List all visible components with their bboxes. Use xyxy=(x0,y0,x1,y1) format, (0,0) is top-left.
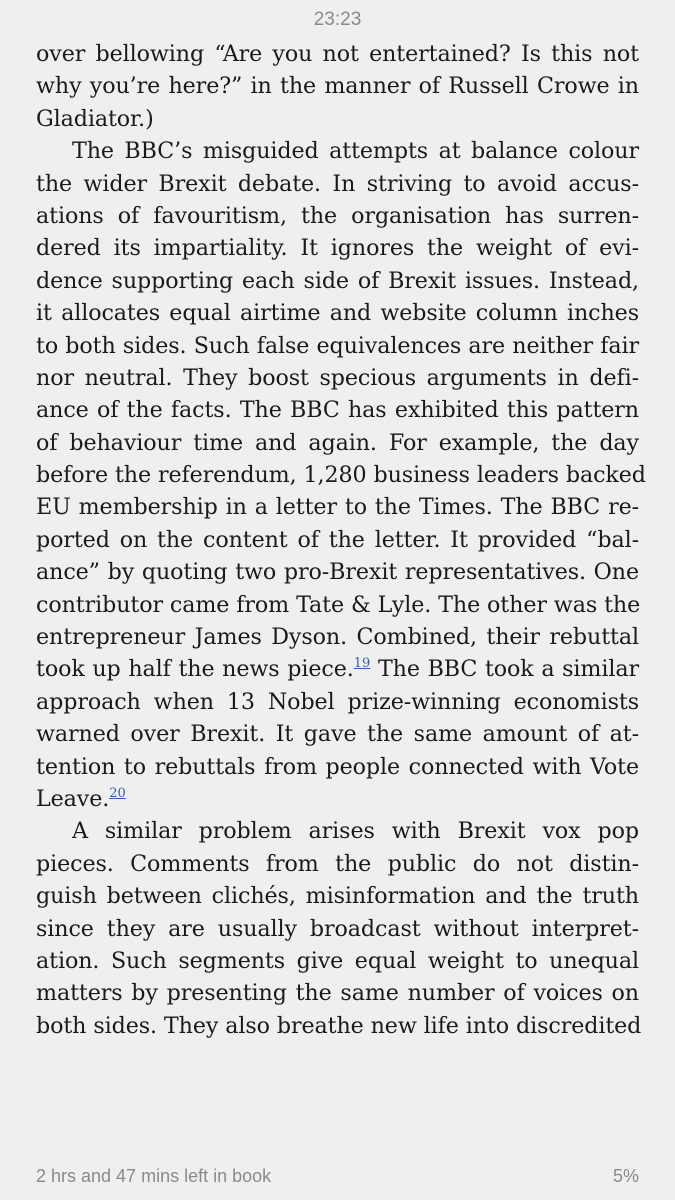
text-line: approach when 13 Nobel prize-winning economists xyxy=(36,688,639,715)
paragraph-start-line: The BBC’s misguided attempts at balance colour xyxy=(72,138,639,165)
footnote-link-20[interactable]: 20 xyxy=(109,785,126,801)
text-line: dence supporting each side of Brexit issues. Instead, xyxy=(36,267,639,294)
text-line: over bellowing “Are you not entertained? Is this not xyxy=(36,41,639,67)
text-line: before the referendum, 1,280 business leaders backed xyxy=(36,462,646,489)
text-line: contributor came from Tate & Lyle. The other was the xyxy=(36,591,641,618)
text-line: the wider Brexit debate. In striving to avoid accus- xyxy=(36,170,639,197)
text-line: to both sides. Such false equivalences are neither fair xyxy=(36,332,639,359)
text-line: why you’re here?” in the manner of Russell Crowe in xyxy=(36,73,639,100)
text-line: entrepreneur James Dyson. Combined, their rebuttal xyxy=(36,624,639,651)
text-line: EU membership in a letter to the Times. The BBC re- xyxy=(36,494,639,521)
text-line: it allocates equal airtime and website column inches xyxy=(36,300,639,327)
line-text: The BBC took a similar xyxy=(377,656,639,683)
line-text: took up half the news piece. xyxy=(36,656,354,683)
text-line: ation. Such segments give equal weight to unequal xyxy=(36,947,639,974)
text-line-with-footnote xyxy=(36,653,639,685)
text-line: ance” by quoting two pro-Brexit representatives. One xyxy=(36,559,639,586)
text-line: ance of the facts. The BBC has exhibited this pattern xyxy=(36,397,639,424)
text-line: since they are usually broadcast without interpret- xyxy=(36,915,639,942)
line-text: Leave. xyxy=(36,785,110,812)
text-line: ations of favouritism, the organisation has surren- xyxy=(36,202,639,229)
text-line: warned over Brexit. It gave the same amount of at- xyxy=(36,721,639,748)
text-line: of behaviour time and again. For example, the day xyxy=(36,429,639,456)
book-page-text[interactable] xyxy=(36,38,646,1042)
text-line: matters by presenting the same number of voices on xyxy=(36,980,639,1007)
text-line: pieces. Comments from the public do not distin- xyxy=(36,850,639,877)
text-line: tention to rebuttals from people connected with Vote xyxy=(36,753,639,780)
text-line: guish between clichés, misinformation and the truth xyxy=(36,883,639,910)
status-bar-time: 23:23 xyxy=(313,9,362,30)
time-left-in-book[interactable]: 2 hrs and 47 mins left in book xyxy=(36,1166,272,1186)
text-line: ported on the content of the letter. It provided “bal- xyxy=(36,526,639,553)
footnote-link-19[interactable]: 19 xyxy=(353,656,371,672)
reading-progress-percent[interactable]: 5% xyxy=(612,1166,639,1186)
text-line-with-footnote xyxy=(36,783,639,815)
text-line: dered its impartiality. It ignores the weight of evi- xyxy=(36,235,639,262)
text-line: both sides. They also breathe new life into discredited xyxy=(36,1012,642,1039)
text-line: Gladiator.) xyxy=(36,105,154,132)
text-line: nor neutral. They boost specious arguments in defi- xyxy=(36,364,639,391)
paragraph-start-line: A similar problem arises with Brexit vox pop xyxy=(72,818,639,845)
